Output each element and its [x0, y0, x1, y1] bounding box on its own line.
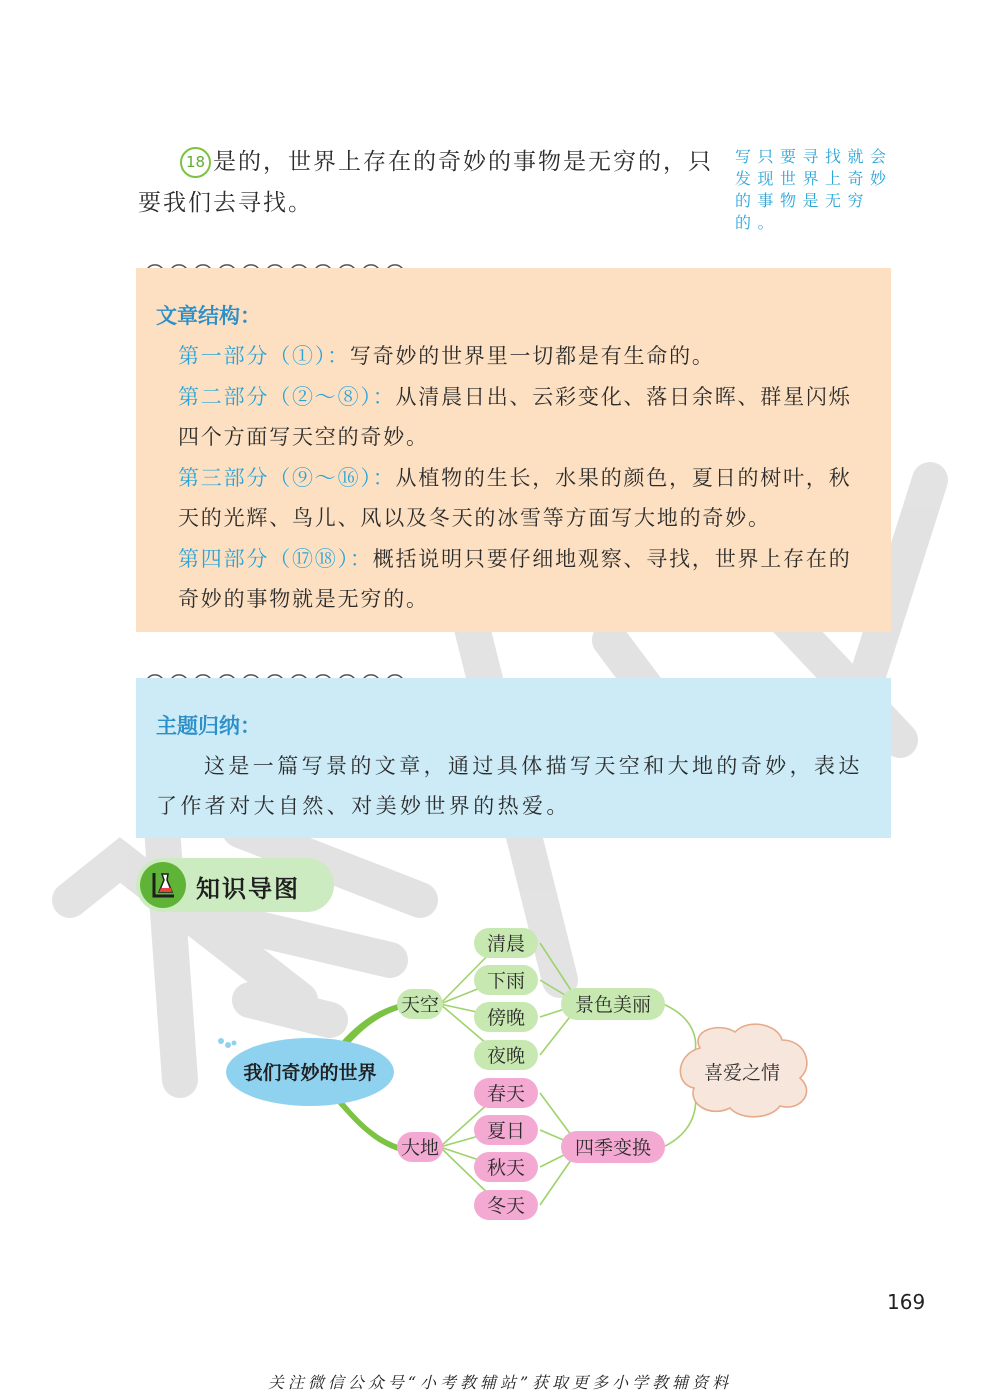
node-sky	[397, 989, 443, 1019]
node-earth-summary-label: 四季变换	[574, 1137, 652, 1159]
page-number: 169	[887, 1290, 926, 1314]
part-label: 第四部分（⑰⑱）：	[178, 546, 373, 571]
paragraph-number-badge: 18	[180, 147, 211, 178]
root-node	[218, 1038, 394, 1106]
node-conclusion	[680, 1024, 807, 1117]
node-earth	[397, 1132, 443, 1162]
node-earth-summary	[561, 1131, 665, 1163]
paragraph-text: 是的，世界上存在的奇妙的事物是无穷的，只要我们去寻找。	[138, 149, 713, 216]
theme-text: 这是一篇写景的文章，通过具体描写天空和大地的奇妙，表达了作者对大自然、对美妙世界的热爱。	[156, 754, 863, 818]
node-earth-item-3	[474, 1152, 538, 1182]
part-label: 第三部分（⑨～⑯）：	[178, 465, 396, 490]
structure-title: 文章结构：	[156, 304, 261, 328]
node-earth-item-1	[474, 1078, 538, 1108]
node-sky-item-4	[474, 1040, 538, 1070]
node-sky-item-1-label: 清晨	[486, 933, 526, 955]
node-earth-item-4	[474, 1190, 538, 1220]
node-sky-summary-label: 景色美丽	[574, 994, 652, 1016]
part-label: 第一部分（①）：	[178, 344, 350, 368]
node-sky-item-4-label: 夜晚	[486, 1045, 526, 1067]
part-label: 第二部分（②～⑧）：	[178, 384, 396, 409]
node-sky-item-3	[474, 1002, 538, 1032]
side-note: 写只要寻找就会发现世界上奇妙的事物是无穷的。	[735, 147, 893, 232]
node-earth-item-4-label: 冬天	[486, 1195, 526, 1217]
node-conclusion-label: 喜爱之情	[703, 1062, 781, 1084]
part-text: 从清晨日出、云彩变化、落日余晖、群星闪烁四个方面写天空的奇妙。	[178, 384, 852, 449]
root-label: 我们奇妙的世界	[243, 1062, 377, 1084]
knowledge-map-title: 知识导图	[196, 875, 300, 903]
node-sky-item-1	[474, 928, 538, 958]
node-sky-label: 天空	[400, 994, 440, 1016]
theme-title: 主题归纳：	[156, 714, 261, 738]
node-earth-item-3-label: 秋天	[486, 1157, 526, 1179]
node-sky-item-2	[474, 965, 538, 995]
part-text: 从植物的生长，水果的颜色，夏日的树叶，秋天的光辉、鸟儿、风以及冬天的冰雪等方面写大地的奇妙。	[178, 465, 852, 530]
part-text: 写奇妙的世界里一切都是有生命的。	[349, 344, 715, 368]
node-earth-item-2-label: 夏日	[486, 1120, 526, 1142]
node-earth-item-1-label: 春天	[486, 1083, 526, 1105]
node-sky-item-2-label: 下雨	[486, 970, 526, 992]
part-text: 概括说明只要仔细地观察、寻找，世界上存在的奇妙的事物就是无穷的。	[178, 546, 852, 611]
node-sky-item-3-label: 傍晚	[486, 1007, 526, 1029]
node-earth-item-2	[474, 1115, 538, 1145]
node-sky-summary	[561, 988, 665, 1020]
node-earth-label: 大地	[400, 1137, 440, 1159]
footer-note: 关注微信公众号“小考教辅站”获取更多小学教辅资料	[267, 1373, 733, 1392]
